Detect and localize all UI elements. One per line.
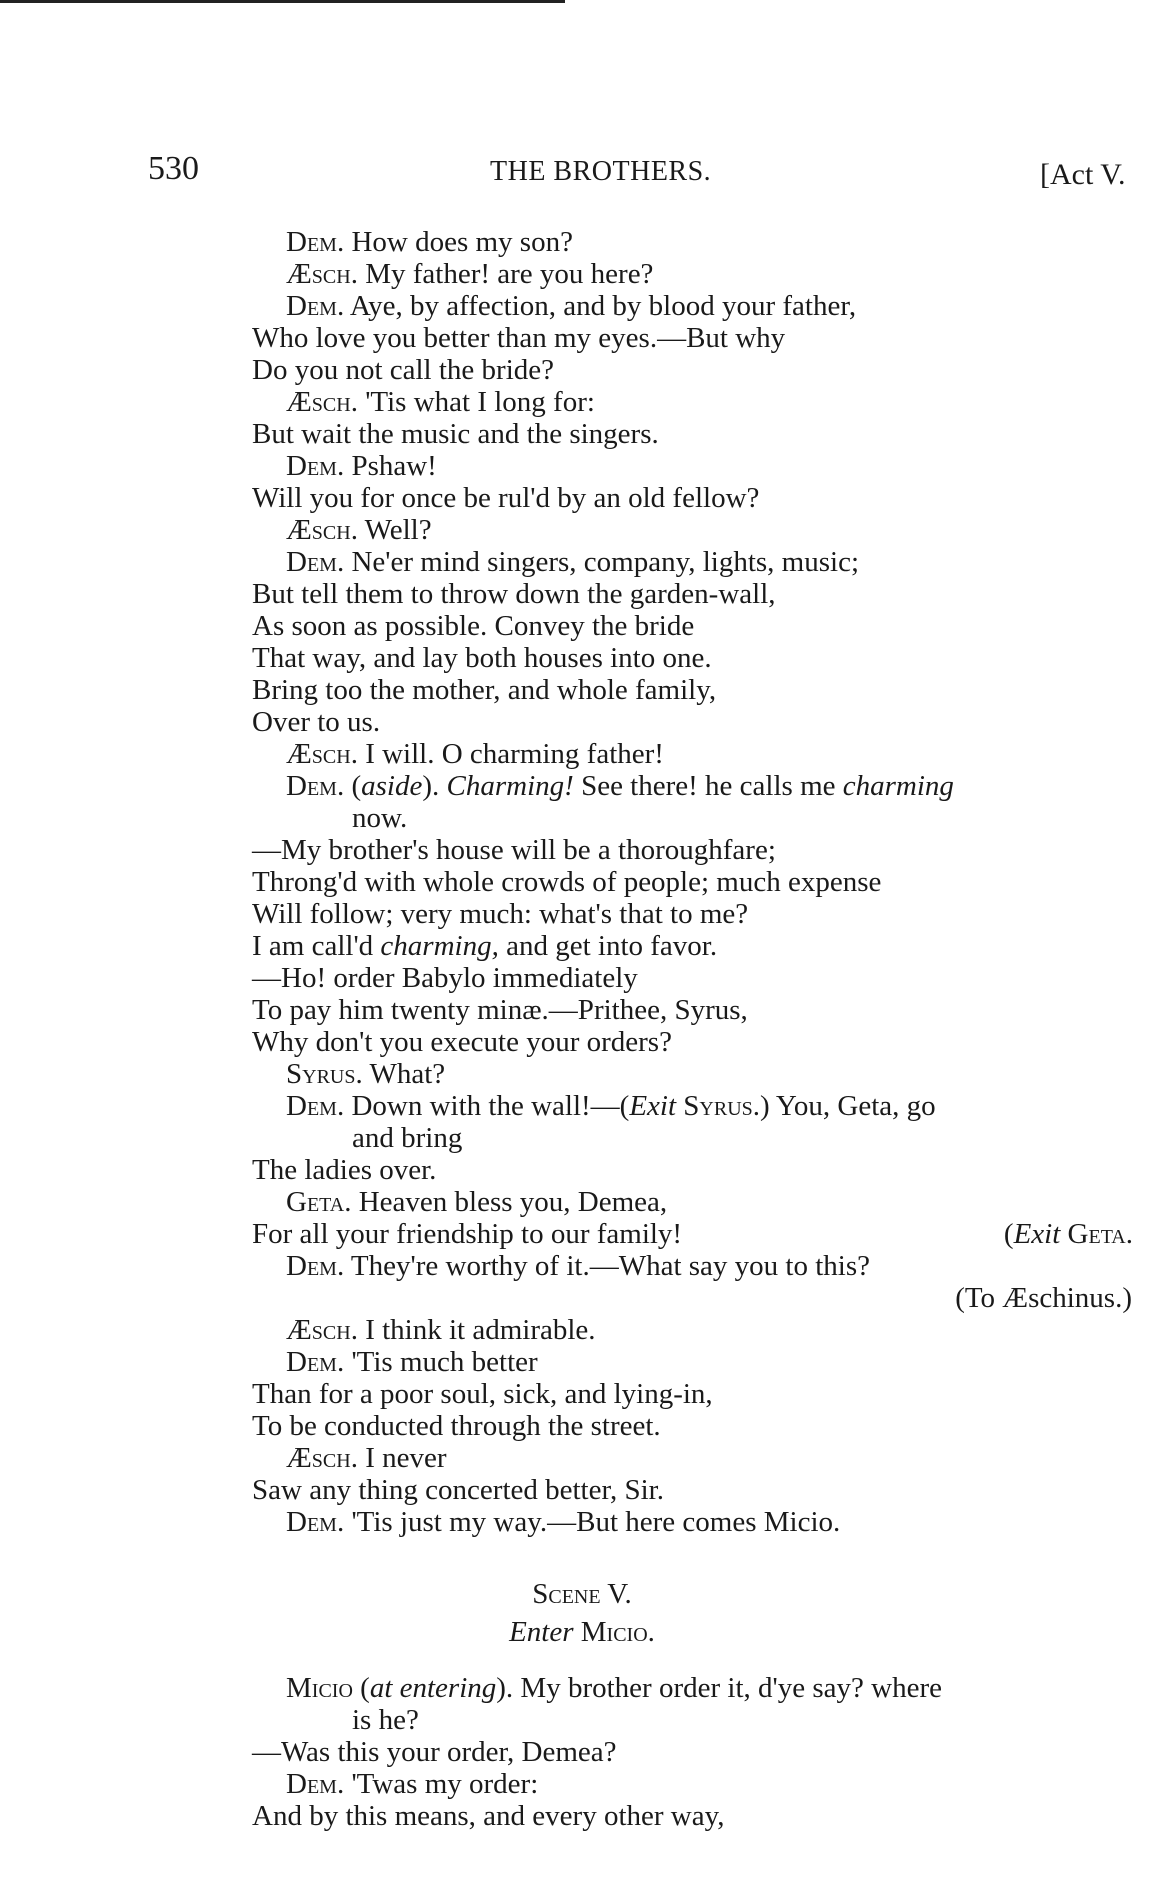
line: Syrus. What? [286,1058,446,1090]
line: Æsch. My father! are you here? [286,258,654,290]
line: Than for a poor soul, sick, and lying-in, [252,1378,713,1410]
line: The ladies over. [252,1154,437,1186]
line: Throng'd with whole crowds of people; much expense [252,866,882,898]
top-rule [0,0,565,3]
line: And by this means, and every other way, [252,1800,725,1832]
line: —My brother's house will be a thoroughfare; [252,834,776,866]
stage-direction: (To Æschinus.) [955,1282,1132,1314]
line: Micio (at entering). My brother order it, d'ye say? where [286,1672,942,1704]
line: —Was this your order, Demea? [252,1736,617,1768]
line: —Ho! order Babylo immediately [252,962,638,994]
line: Geta. Heaven bless you, Demea, [286,1186,668,1218]
line: Dem. Aye, by affection, and by blood your father, [286,290,857,322]
line: But wait the music and the singers. [252,418,659,450]
line: Dem. Down with the wall!—(Exit Syrus.) You, Geta, go [286,1090,936,1122]
line: Will follow; very much: what's that to me? [252,898,749,930]
line: But tell them to throw down the garden-wall, [252,578,776,610]
play-text [252,226,1157,1832]
line: Æsch. 'Tis what I long for: [286,386,595,418]
line: To pay him twenty minæ.—Prithee, Syrus, [252,994,748,1026]
line: is he? [352,1704,419,1736]
line: now. [352,802,408,834]
line: As soon as possible. Convey the bride [252,610,695,642]
line: Dem. 'Twas my order: [286,1768,539,1800]
line: Dem. Ne'er mind singers, company, lights, music; [286,546,859,578]
line: That way, and lay both houses into one. [252,642,712,674]
line: Dem. (aside). Charming! See there! he calls me charming [286,770,954,802]
line: Æsch. Well? [286,514,432,546]
line: Æsch. I will. O charming father! [286,738,664,770]
page-number: 530 [148,150,199,187]
line: Will you for once be rul'd by an old fellow? [252,482,760,514]
line: To be conducted through the street. [252,1410,661,1442]
line: Dem. Pshaw! [286,450,437,482]
line: Dem. 'Tis just my way.—But here comes Micio. [286,1506,841,1538]
line: Æsch. I think it admirable. [286,1314,596,1346]
line: Why don't you execute your orders? [252,1026,672,1058]
stage-direction: (Exit Geta. [1003,1218,1133,1250]
line: Bring too the mother, and whole family, [252,674,717,706]
line: Dem. They're worthy of it.—What say you to this? [286,1250,870,1282]
line: Dem. 'Tis much better [286,1346,538,1378]
act-label: [Act V. [1040,158,1126,191]
scene-heading: Scene V. [532,1578,632,1610]
line: For all your friendship to our family! (Exit Geta. [252,1218,1133,1250]
entrance-direction: Enter Micio. [509,1616,655,1648]
line: Saw any thing concerted better, Sir. [252,1474,664,1506]
line: Æsch. I never [286,1442,447,1474]
line: Over to us. [252,706,381,738]
running-title: THE BROTHERS. [490,156,712,187]
line: and bring [352,1122,463,1154]
line: Who love you better than my eyes.—But why [252,322,786,354]
line: Do you not call the bride? [252,354,554,386]
page-header [0,150,1167,198]
line: I am call'd charming, and get into favor. [252,930,718,962]
line: Dem. How does my son? [286,226,573,258]
